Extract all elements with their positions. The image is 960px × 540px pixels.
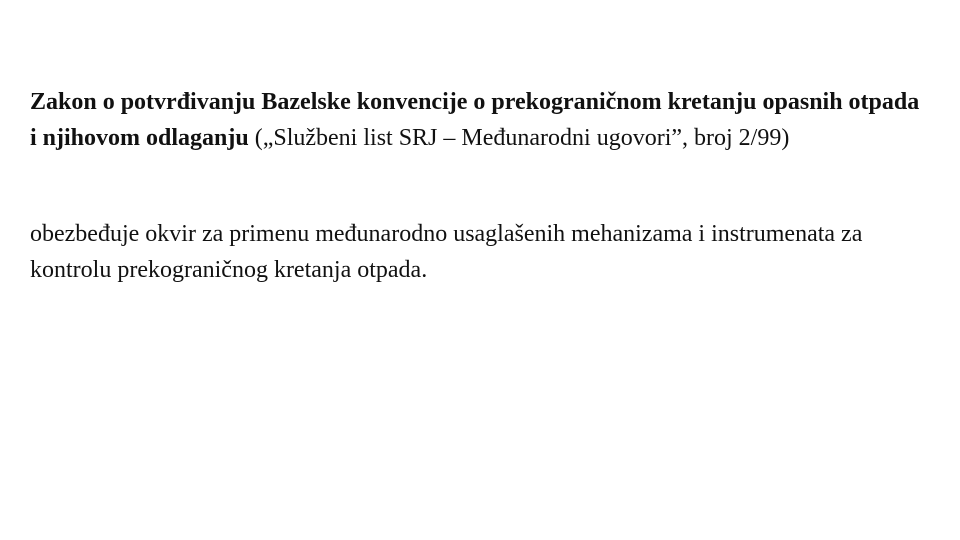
law-description: obezbeđuje okvir za primenu međunarodno usaglašenih mehanizama i instrumenata za kontrolu prekograničnog kretanja otpada. — [30, 221, 863, 283]
law-title-paragraph — [30, 84, 930, 156]
law-citation: („Službeni list SRJ – Međunarodni ugovori”, broj 2/99) — [248, 125, 790, 151]
law-title: Zakon o potvrđivanju Bazelske konvencije o prekograničnom kretanju opasnih otpada i njihovom odlaganju — [30, 89, 920, 151]
